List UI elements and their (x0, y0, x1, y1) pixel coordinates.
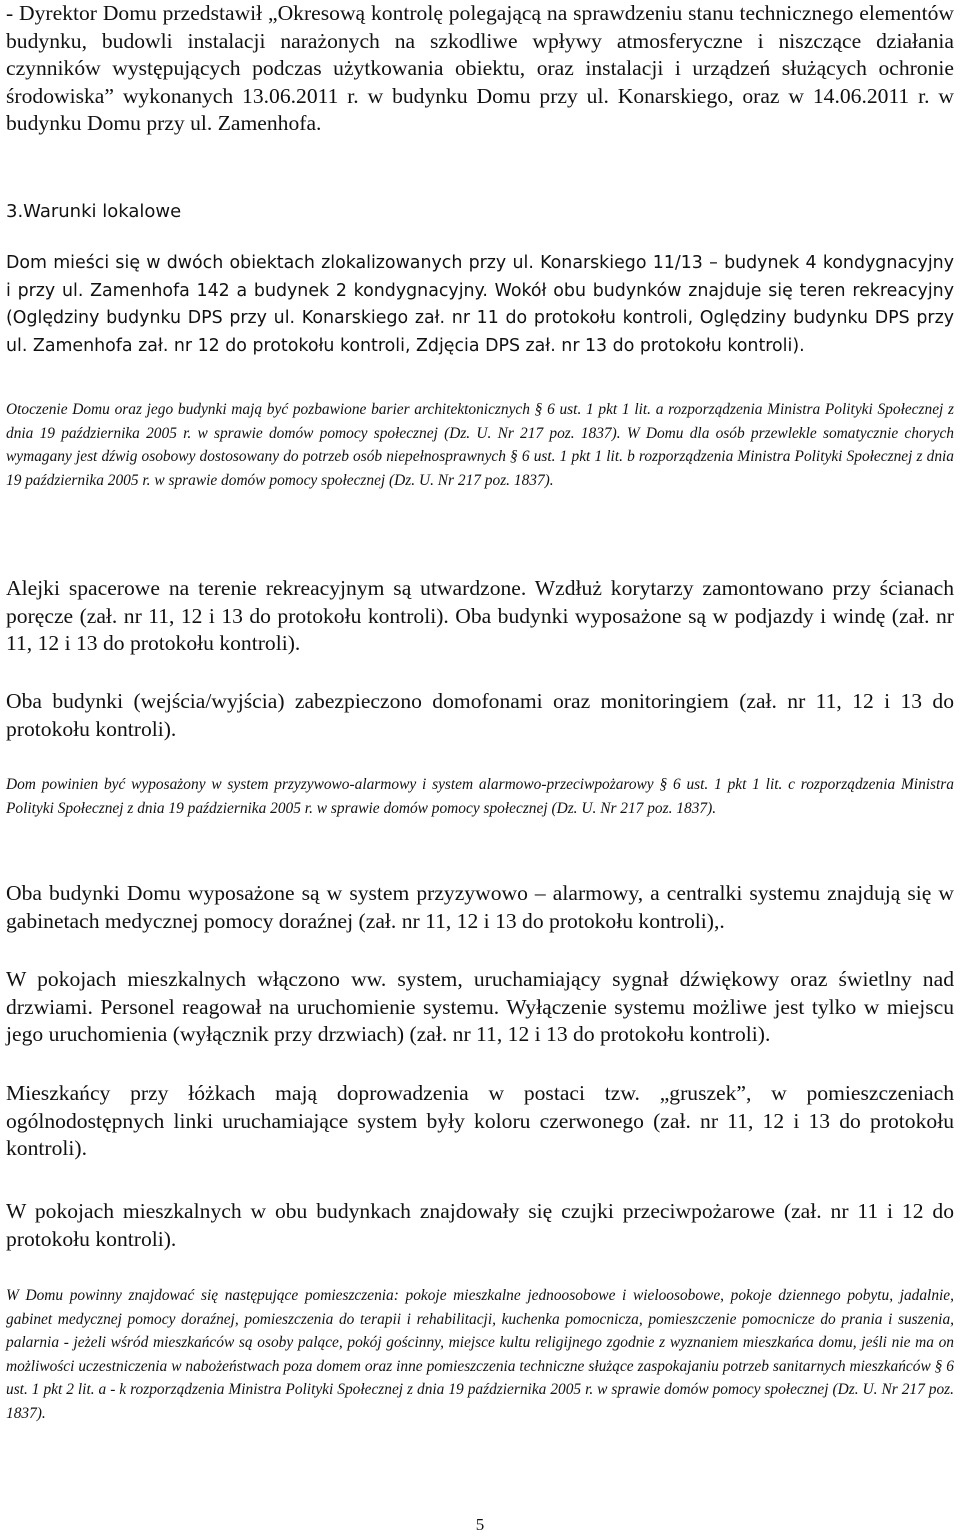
paragraph-walkways-handrails: Alejki spacerowe na terenie rekreacyjnym są utwardzone. Wzdłuż korytarzy zamontowano przy ścianach poręcze (zał. nr 11, 12 i 13 do protokołu kontroli). Oba budynki wyposażone są w podjazdy i windę (zał. nr 11, 12 i 13 do protokołu kontroli). (6, 576, 954, 655)
paragraph-required-rooms: W Domu powinny znajdować się następujące pomieszczenia: pokoje mieszkalne jednoosobowe i wieloosobowe, pokoje dziennego pobytu, jadalnie, gabinet medycznej pomocy doraźnej, pomieszczenia do terapii i rehabilitacji, kuchenka pomocnicza, pomieszczenie pomocnicze do prania i suszenia, palarnia - jeżeli wśród mieszkańców są osoby palące, pokój gościnny, miejsce kultu religijnego zgodnie z wyznaniem mieszkańca domu, jeśli nie ma on możliwości uczestniczenia w nabożeństwach poza domem oraz inne pomieszczenia techniczne służące zaspokajaniu potrzeb sanitarnych mieszkańców § 6 ust. 1 pkt 2 lit. a - k rozporządzenia Ministra Polityki Społecznej z dnia 19 października 2005 r. w sprawie domów pomocy społecznej (Dz. U. Nr 217 poz. 1837). (6, 1287, 954, 1422)
paragraph-fire-detectors: W pokojach mieszkalnych w obu budynkach znajdowały się czujki przeciwpożarowe (zał. nr 11 i 12 do protokołu kontroli). (6, 1199, 954, 1251)
paragraph-barrier-requirements: Otoczenie Domu oraz jego budynki mają być pozbawione barier architektonicznych § 6 ust. 1 pkt 1 lit. a rozporządzenia Ministra Polityki Społecznej z dnia 19 października 2005 r. w sprawie domów pomocy społecznej (Dz. U. Nr 217 poz. 1837). W Domu dla osób przewlekle somatycznie chorych wymagany jest dźwig osobowy dostosowany do potrzeb osób niepełnosprawnych § 6 ust. 1 pkt 1 lit. b rozporządzenia Ministra Polityki Społecznej z dnia 19 października 2005 r. w sprawie domów pomocy społecznej (Dz. U. Nr 217 poz. 1837). (6, 401, 954, 489)
paragraph-call-pears: Mieszkańcy przy łóżkach mają doprowadzenia w postaci tzw. „gruszek”, w pomieszczeniach ogólnodostępnych linki uruchamiające system były koloru czerwonego (zał. nr 11, 12 i 13 do protokołu kontroli). (6, 1081, 954, 1160)
paragraph-inspection-report: - Dyrektor Domu przedstawił „Okresową kontrolę polegającą na sprawdzeniu stanu technicznego elementów budynku, budowli instalacji narażonych na szkodliwe wpływy atmosferyczne i niszczące działania czynników występujących podczas użytkowania obiektu, oraz instalacji i urządzeń służących ochronie środowiska” wykonanych 13.06.2011 r. w budynku Domu przy ul. Konarskiego, oraz w 14.06.2011 r. w budynku Domu przy ul. Zamenhofa. (6, 1, 954, 135)
paragraph-alarm-requirements: Dom powinien być wyposażony w system przyzywowo-alarmowy i system alarmowo-przeciwpożarowy § 6 ust. 1 pkt 1 lit. c rozporządzenia Ministra Polityki Społecznej z dnia 19 października 2005 r. w sprawie domów pomocy społecznej (Dz. U. Nr 217 poz. 1837). (6, 776, 954, 817)
paragraph-rooms-system: W pokojach mieszkalnych włączono ww. system, uruchamiający sygnał dźwiękowy oraz świetlny nad drzwiami. Personel reagował na uruchomienie systemu. Wyłączenie systemu możliwe jest tylko w miejscu jego uruchomienia (wyłącznik przy drzwiach) (zał. nr 11, 12 i 13 do protokołu kontroli). (6, 967, 954, 1046)
section-heading-premises: 3.Warunki lokalowe (6, 201, 182, 222)
page-number: 5 (475, 1515, 485, 1534)
paragraph-buildings-location: Dom mieści się w dwóch obiektach zlokalizowanych przy ul. Konarskiego 11/13 – budynek 4 kondygnacyjny i przy ul. Zamenhofa 142 a budynek 2 kondygnacyjny. Wokół obu budynków znajduje się teren rekreacyjny (Oględziny budynku DPS przy ul. Konarskiego zał. nr 11 do protokołu kontroli, Oględziny budynku DPS przy ul. Zamenhofa zał. nr 12 do protokołu kontroli, Zdjęcia DPS zał. nr 13 do protokołu kontroli). (6, 253, 954, 356)
paragraph-call-system: Oba budynki Domu wyposażone są w system przyzywowo – alarmowy, a centralki systemu znajdują się w gabinetach medycznej pomocy doraźnej (zał. nr 11, 12 i 13 do protokołu kontroli),. (6, 881, 954, 933)
paragraph-intercom-monitoring: Oba budynki (wejścia/wyjścia) zabezpieczono domofonami oraz monitoringiem (zał. nr 11, 12 i 13 do protokołu kontroli). (6, 689, 954, 741)
